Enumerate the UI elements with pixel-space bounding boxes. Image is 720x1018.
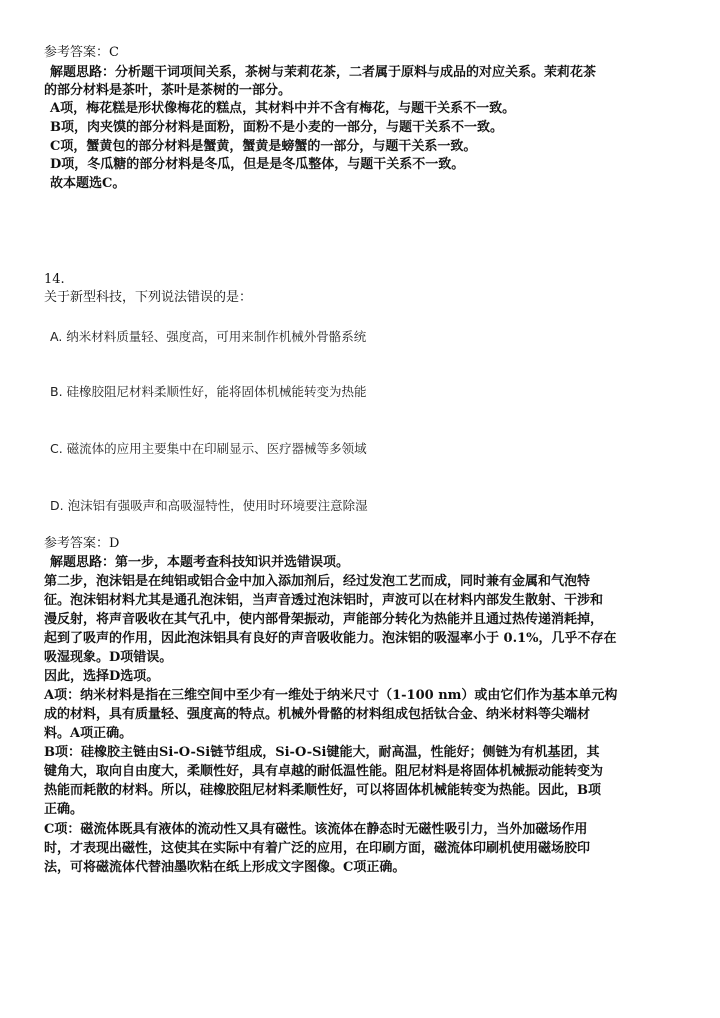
analysis-line: 热能而耗散的材料。所以，硅橡胶阻尼材料柔顺性好，可以将固体机械能转变为热能。因此，B项 (44, 783, 601, 798)
question-stem: 关于新型科技，下列说法错误的是： (44, 290, 253, 305)
option-b: B. 硅橡胶阻尼材料柔顺性好，能将固体机械能转变为热能 (50, 384, 367, 399)
option-c: C. 磁流体的应用主要集中在印刷显示、医疗器械等多领域 (50, 441, 367, 456)
analysis-line: 键角大，取向自由度大，柔顺性好，具有卓越的耐低温性能。阻尼材料是将固体机械振动能转变为 (44, 764, 604, 779)
analysis-line: 起到了吸声的作用，因此泡沫铝具有良好的声音吸收能力。泡沫铝的吸湿率小于 0.1%，几乎不存在 (44, 631, 617, 646)
prev-analysis-line: C项，蟹黄包的部分材料是蟹黄，蟹黄是螃蟹的一部分，与题干关系一致。 (50, 139, 477, 154)
option-a: A. 纳米材料质量轻、强度高，可用来制作机械外骨骼系统 (50, 329, 367, 344)
prev-analysis-line: 故本题选C。 (50, 176, 126, 191)
prev-analysis-line: D项，冬瓜糖的部分材料是冬瓜，但是是冬瓜整体，与题干关系不一致。 (50, 157, 465, 172)
prev-analysis-line: B项，肉夹馍的部分材料是面粉，面粉不是小麦的一部分，与题干关系不一致。 (50, 120, 503, 135)
analysis-line: 料。A项正确。 (44, 726, 133, 741)
analysis-line: C项：磁流体既具有液体的流动性又具有磁性。该流体在静态时无磁性吸引力，当外加磁场作用 (44, 822, 588, 837)
analysis-line: 正确。 (44, 802, 84, 817)
prev-answer: 参考答案：C (44, 45, 119, 60)
prev-analysis-line: A项，梅花糕是形状像梅花的糕点，其材料中并不含有梅花，与题干关系不一致。 (50, 101, 516, 116)
analysis-line: 第二步，泡沫铝是在纯铝或铝合金中加入添加剂后，经过发泡工艺而成，同时兼有金属和气泡特 (44, 574, 591, 589)
question-answer: 参考答案：D (44, 536, 120, 551)
analysis-line: 吸湿现象。D项错误。 (44, 650, 173, 665)
question-number: 14. (44, 272, 65, 287)
analysis-line: 漫反射，将声音吸收在其气孔中，使内部骨架振动，声能部分转化为热能并且通过热传递消耗掉， (44, 612, 604, 627)
analysis-line: 时，才表现出磁性，这使其在实际中有着广泛的应用，在印刷方面，磁流体印刷机使用磁场胶印 (44, 841, 591, 856)
analysis-line: 解题思路：第一步，本题考查科技知识并选错误项。 (50, 555, 350, 570)
prev-analysis-line: 的部分材料是茶叶，茶叶是茶树的一部分。 (44, 83, 292, 98)
analysis-line: 征。泡沫铝材料尤其是通孔泡沫铝，当声音透过泡沫铝时，声波可以在材料内部发生散射、干涉和 (44, 593, 604, 608)
analysis-line: B项：硅橡胶主链由Si-O-Si链节组成，Si-O-Si键能大，耐高温，性能好；侧链为有机基团，其 (44, 745, 600, 760)
analysis-line: 因此，选择D选项。 (44, 669, 160, 684)
analysis-line: 成的材料，具有质量轻、强度高的特点。机械外骨骼的材料组成包括钛合金、纳米材料等尖端材 (44, 707, 591, 722)
prev-analysis-line: 解题思路：分析题干词项间关系，茶树与茉莉花茶，二者属于原料与成品的对应关系。茉莉花茶 (50, 65, 597, 80)
analysis-line: A项：纳米材料是指在三维空间中至少有一维处于纳米尺寸（1-100 nm）或由它们作为基本单元构 (44, 688, 618, 703)
option-d: D. 泡沫铝有强吸声和高吸湿特性，使用时环境要注意除湿 (50, 498, 368, 513)
analysis-line: 法，可将磁流体代替油墨吹粘在纸上形成文字图像。C项正确。 (44, 860, 406, 875)
